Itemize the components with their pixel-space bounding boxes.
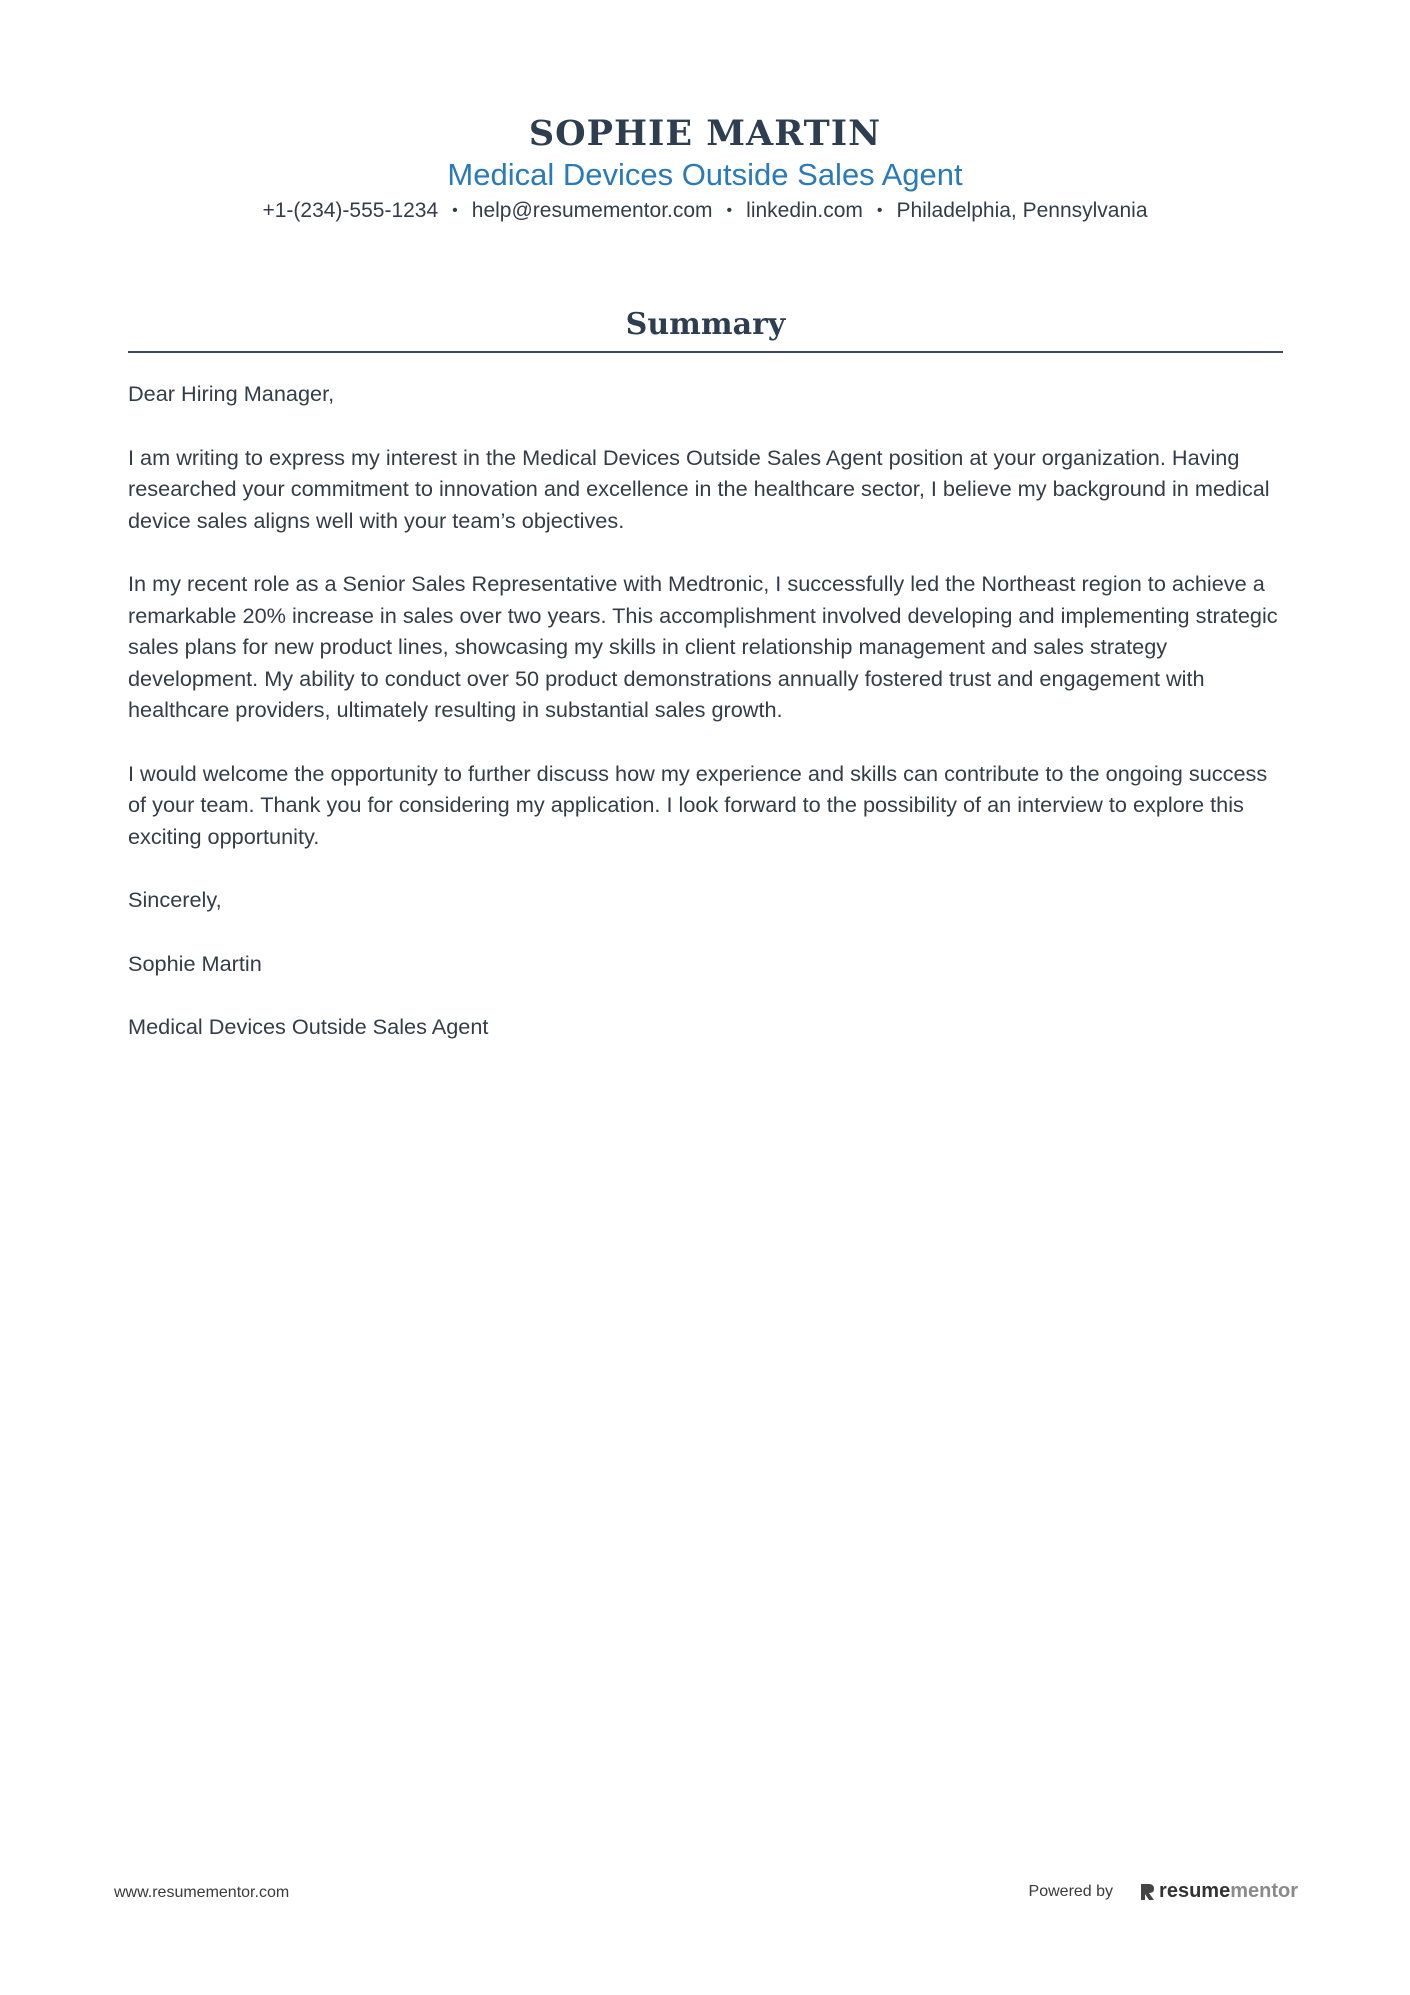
footer-branding (1029, 1880, 1298, 1903)
section-title-summary: Summary (625, 307, 786, 342)
footer-website[interactable]: www.resumementor.com (114, 1884, 290, 1901)
paragraph-experience: In my recent role as a Senior Sales Representative with Medtronic, I successfully led the Northeast region to achieve a remarkable 20% increase in sales over two years. This accomplishment involved developing and implementing strategic sales plans for new product lines, showcasing my skills in client relationship management and sales strategy development. My ability to conduct over 50 product demonstrations annually fostered trust and engagement with healthcare providers, ultimately resulting in substantial sales growth. (128, 571, 1278, 722)
powered-by-label: Powered by (1028, 1882, 1114, 1900)
brand-text-resume: resume (1159, 1880, 1231, 1902)
contact-email: help@resumementor.com (471, 199, 713, 222)
resumementor-logo-icon (1139, 1882, 1155, 1902)
signature-name: Sophie Martin (128, 950, 262, 976)
contact-linkedin: linkedin.com (746, 199, 863, 222)
paragraph-closing: I would welcome the opportunity to further discuss how my experience and skills can contribute to the ongoing success of your team. Thank you for considering my application. I look forward to the possibility of an interview to explore this exciting opportunity. (128, 760, 1268, 849)
letter-body (128, 378, 1288, 1075)
applicant-role: Medical Devices Outside Sales Agent (447, 157, 963, 192)
section-divider (128, 351, 1283, 353)
applicant-name: SOPHIE MARTIN (528, 113, 882, 154)
contact-location: Philadelphia, Pennsylvania (896, 199, 1148, 222)
signature-title: Medical Devices Outside Sales Agent (128, 1014, 489, 1039)
bullet-separator: • (876, 202, 883, 219)
brand-logo[interactable] (1139, 1880, 1298, 1903)
paragraph-intro: I am writing to express my interest in the Medical Devices Outside Sales Agent position at your organization. Having researched your commitment to innovation and excellence in the healthcare sector, I believe my background in medical device sales aligns well with your team’s objectives. (128, 444, 1270, 533)
brand-text-mentor: mentor (1230, 1880, 1298, 1902)
bullet-separator: • (452, 202, 458, 219)
letter-header (0, 112, 1410, 226)
bullet-separator: • (726, 202, 733, 219)
contact-line (0, 196, 1410, 226)
contact-phone: +1-(234)-555-1234 (262, 199, 439, 222)
salutation: Dear Hiring Manager, (128, 381, 335, 406)
closing: Sincerely, (128, 887, 222, 912)
